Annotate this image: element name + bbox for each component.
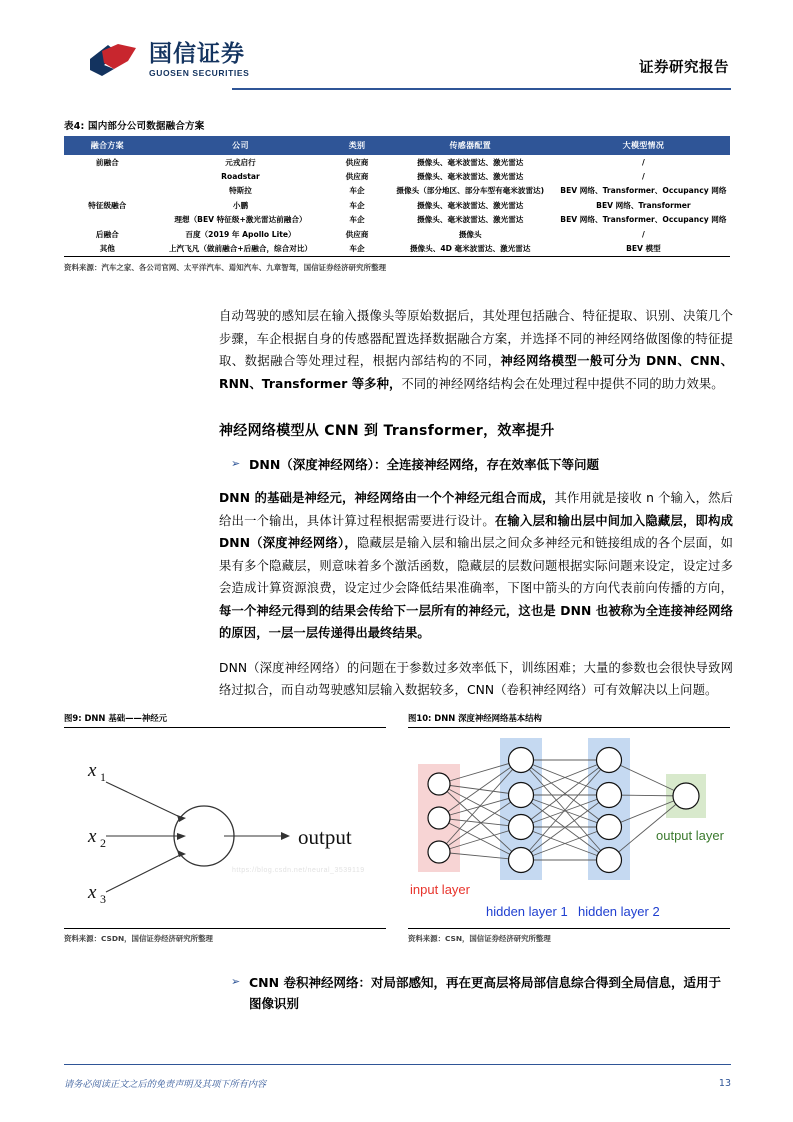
cell-type: 供应商 — [345, 229, 369, 239]
svg-text:hidden layer 2: hidden layer 2 — [578, 904, 660, 920]
table-row — [64, 198, 730, 212]
para-intro-part2: 不同的神经网络结构会在处理过程中提供不同的助力效果。 — [401, 376, 724, 391]
svg-text:x: x — [88, 760, 97, 782]
svg-text:hidden layer 1: hidden layer 1 — [486, 904, 568, 920]
cell-scheme — [64, 213, 151, 227]
para-dnn-bold3: 每一个神经元得到的结果会传给下一层所有的神经元，这也是 DNN 也被称为全连接神经网络的原因，一层一层传递得出最终结果。 — [219, 603, 733, 640]
svg-text:output: output — [298, 825, 352, 850]
table-col-type: 类别 — [330, 136, 383, 155]
cell-type: 车企 — [349, 200, 365, 210]
report-type-label: 证券研究报告 — [639, 60, 729, 76]
cell-model: BEV 网络、Transformer、Occupancy 网络 — [560, 215, 727, 225]
brand-wordmark — [149, 42, 249, 78]
figure9-watermark: https://blog.csdn.net/neural_3539119 — [232, 867, 365, 875]
para-dnn-bold1: DNN 的基础是神经元，神经网络由一个个神经元组合而成， — [219, 491, 555, 505]
paragraph-dnn-basics — [219, 487, 733, 645]
paragraph-dnn-problems: DNN（深度神经网络）的问题在于参数过多效率低下，训练困难；大量的参数也会很快导致网络过拟合，而自动驾驶感知层输入数据较多，CNN（卷积神经网络）可有效解决以上问题。 — [219, 660, 733, 697]
svg-text:output layer: output layer — [656, 828, 724, 844]
figure-dnn-structure — [408, 712, 730, 944]
guosen-logo-icon — [88, 43, 140, 77]
bullet-item-cnn — [219, 972, 733, 1014]
body-section-nn — [219, 420, 733, 710]
cell-model: / — [642, 157, 645, 167]
table-row — [64, 169, 730, 183]
bullet-arrow-icon: ➢ — [231, 976, 241, 988]
svg-text:x: x — [88, 826, 97, 848]
cell-sensor: 摄像头、4D 毫米波雷达、激光雷达 — [384, 242, 557, 257]
cell-sensor: 摄像头、毫米波雷达、激光雷达 — [417, 200, 524, 210]
table-col-model: 大模型情况 — [557, 136, 730, 155]
paragraph-intro — [219, 305, 733, 395]
cell-company: 百度（2019 年 Apollo Lite） — [185, 229, 296, 239]
data-fusion-table-block — [64, 118, 730, 273]
cell-scheme: 后融合 — [95, 229, 119, 239]
para-intro-part1: 自动驾驶的感知层在输入摄像头等原始数据后，其处理包括融合、特征提取、识别、决策几个步骤，车企根据自身的传感器配置选择数据融合方案，并选择不同的神经网络做图像的特征提取、数据融合等处理过程，根据内部结构的不同， — [219, 309, 733, 368]
figure-row — [64, 712, 730, 944]
table-title: 表4: 国内部分公司数据融合方案 — [64, 121, 205, 132]
brand-name-en: GUOSEN SECURITIES — [149, 68, 250, 79]
section-heading: 神经网络模型从 CNN 到 Transformer，效率提升 — [219, 423, 555, 439]
figure9-source: 资料来源：CSDN，国信证券经济研究所整理 — [64, 928, 386, 944]
footer-disclaimer: 请务必阅读正文之后的免责声明及其项下所有内容 — [64, 1079, 267, 1090]
bullet-label-cnn: CNN 卷积神经网络：对局部感知，再在更高层将局部信息综合得到全局信息，适用于图像识别 — [249, 975, 721, 1011]
cell-sensor: 摄像头（部分地区、部分车型有毫米波雷达) — [396, 186, 545, 196]
cell-scheme: 特征级融合 — [88, 200, 127, 210]
cell-scheme — [64, 184, 151, 198]
table-row — [64, 227, 730, 241]
figure-neuron — [64, 712, 386, 944]
brand-name-cn: 国信证券 — [149, 41, 245, 67]
para-dnn-plain1: 其作用就是接收 n 个输入，然后给出一个输出，具体计算过程根据需要进行设计。 — [219, 491, 733, 528]
svg-text:3: 3 — [100, 892, 106, 907]
cell-sensor: 摄像头 — [458, 229, 482, 239]
page-footer — [64, 1064, 731, 1096]
bullet-label-dnn: DNN（深度神经网络）：全连接神经网络，存在效率低下等问题 — [249, 457, 600, 472]
svg-text:x: x — [88, 882, 97, 904]
figure9-rule — [64, 727, 386, 728]
cell-type: 供应商 — [345, 171, 369, 181]
table-col-scheme: 融合方案 — [64, 136, 151, 155]
cell-type: 车企 — [349, 215, 365, 225]
cell-sensor: 摄像头、毫米波雷达、激光雷达 — [417, 157, 524, 167]
header-divider — [232, 88, 731, 90]
cell-model: / — [642, 229, 645, 239]
figure9-canvas — [64, 732, 386, 928]
figure10-canvas — [408, 732, 730, 928]
para-dnn-bold2: 在输入层和输出层中间加入隐藏层，即构成 DNN（深度神经网络）， — [219, 513, 734, 550]
cell-scheme: 其他 — [64, 242, 151, 257]
cell-company: 元戎启行 — [225, 157, 256, 167]
figure10-caption: 图10: DNN 深度神经网络基本结构 — [408, 713, 542, 723]
page-header — [0, 0, 793, 98]
figure10-source: 资料来源：CSN，国信证券经济研究所整理 — [408, 928, 730, 944]
svg-text:2: 2 — [100, 836, 106, 851]
bullet-arrow-icon: ➢ — [231, 458, 241, 470]
figure10-rule — [408, 727, 730, 728]
table-col-sensor: 传感器配置 — [384, 136, 557, 155]
cell-scheme: 前融合 — [95, 157, 119, 167]
table-row — [64, 184, 730, 198]
brand-logo — [88, 42, 249, 78]
body-section-cnn — [219, 972, 733, 1026]
para-dnn-plain2: 隐藏层是输入层和输出层之间众多神经元和链接组成的各个层面，如果有多个隐藏层，则意味着多个激活函数，隐藏层的层数问题根据实际问题来设定，设定过多会造成计算资源浪费，设定过少会降低结果准确率，下图中箭头的方向代表前向传播的方向， — [219, 536, 733, 595]
table-source-note: 资料来源：汽车之家、各公司官网、太平洋汽车、焉知汽车、九章智驾，国信证券经济研究所整理 — [64, 263, 387, 273]
svg-text:input layer: input layer — [410, 882, 470, 898]
cell-company: 小鹏 — [232, 200, 249, 210]
svg-text:1: 1 — [100, 770, 106, 785]
table-row — [64, 213, 730, 227]
para-intro-bold: 神经网络模型一般可分为 DNN、CNN、RNN、Transformer 等多种， — [219, 354, 733, 391]
table-row — [64, 155, 730, 169]
cell-company: 上汽飞凡（做前融合+后融合，综合对比） — [151, 242, 331, 257]
table-row — [64, 242, 730, 257]
cell-sensor: 摄像头、毫米波雷达、激光雷达 — [417, 215, 524, 225]
cell-type: 车企 — [330, 242, 383, 257]
footer-page-number: 13 — [718, 1077, 731, 1089]
bullet-item-dnn — [219, 454, 733, 475]
cell-type: 车企 — [349, 186, 365, 196]
cell-model: BEV 网络、Transformer、Occupancy 网络 — [560, 186, 727, 196]
cell-type: 供应商 — [345, 157, 369, 167]
cell-model: / — [642, 171, 645, 181]
figure9-caption: 图9: DNN 基础——神经元 — [64, 713, 167, 723]
cell-sensor: 摄像头、毫米波雷达、激光雷达 — [417, 171, 524, 181]
cell-company: Roadstar — [221, 171, 260, 181]
table-header-row — [64, 136, 730, 155]
cell-company: 特斯拉 — [229, 186, 252, 196]
cell-company: 理想（BEV 特征级+激光雷达前融合） — [174, 215, 307, 225]
body-section-intro — [219, 305, 733, 403]
data-fusion-table — [64, 136, 730, 257]
cell-model: BEV 模型 — [557, 242, 730, 257]
cell-scheme — [64, 169, 151, 183]
cell-model: BEV 网络、Transformer — [596, 200, 691, 210]
table-col-company: 公司 — [151, 136, 331, 155]
